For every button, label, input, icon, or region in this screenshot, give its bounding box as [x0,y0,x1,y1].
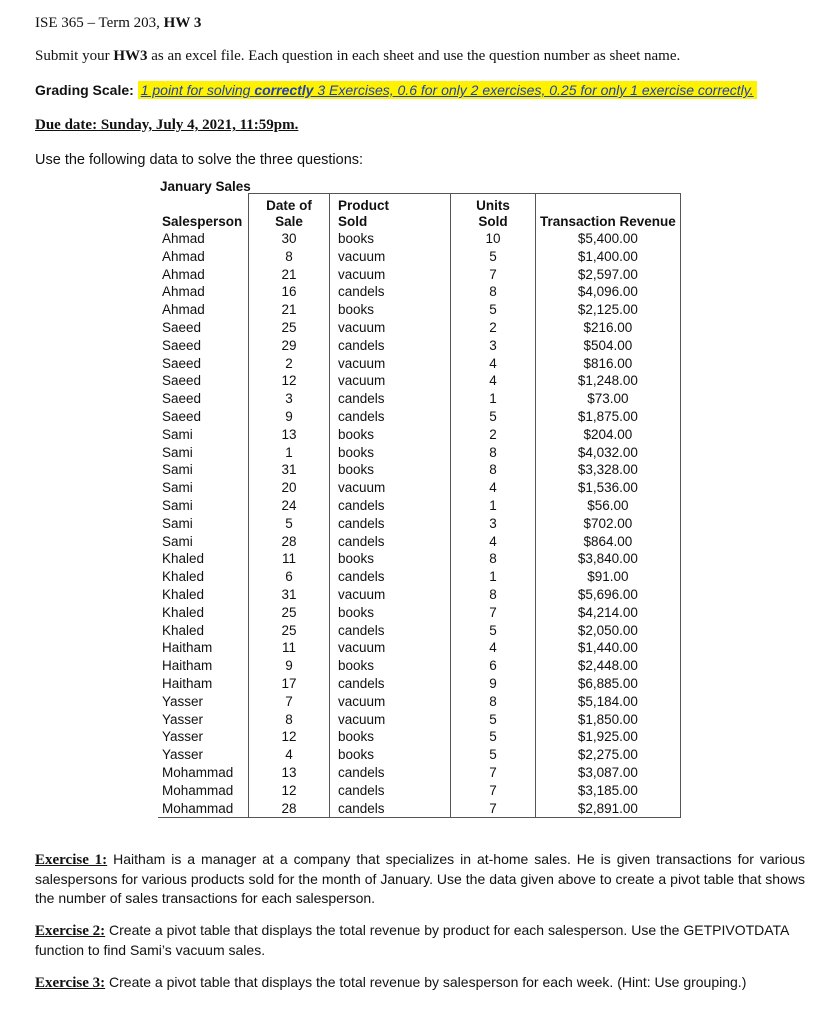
table-row [158,604,680,622]
col-product-line2: Sold [338,214,368,229]
cell-units: 4 [451,533,536,551]
cell-date: 25 [249,622,330,640]
cell-salesperson: Khaled [162,604,205,620]
cell-date: 25 [249,319,330,337]
cell-units: 1 [451,568,536,586]
table-row [158,319,680,337]
grading-part2: 3 Exercises, 0.6 for only 2 exercises, 0.25 for only 1 exercise correctly. [313,82,754,98]
cell-date: 24 [249,497,330,515]
table-row [158,372,680,390]
cell-date: 8 [249,248,330,266]
cell-product: vacuum [338,640,386,656]
cell-units: 4 [451,639,536,657]
cell-units: 8 [451,283,536,301]
table-header-row [158,194,680,231]
cell-date: 9 [249,657,330,675]
cell-revenue: $4,096.00 [536,283,681,301]
cell-units: 5 [451,728,536,746]
cell-salesperson: Yasser [162,747,204,763]
cell-salesperson: Ahmad [162,284,205,300]
cell-salesperson: Saeed [162,373,202,389]
cell-product: candels [338,408,385,424]
cell-units: 7 [451,266,536,284]
table-body [158,230,680,818]
document-header [35,15,201,32]
cell-revenue: $816.00 [536,355,681,373]
cell-units: 4 [451,372,536,390]
cell-date: 29 [249,337,330,355]
cell-revenue: $2,125.00 [536,301,681,319]
cell-units: 8 [451,693,536,711]
cell-product: books [338,462,375,478]
cell-revenue: $56.00 [536,497,681,515]
cell-units: 5 [451,301,536,319]
cell-revenue: $864.00 [536,533,681,551]
cell-date: 13 [249,426,330,444]
table-row [158,337,680,355]
cell-product: books [338,747,375,763]
cell-revenue: $5,400.00 [536,230,681,248]
exercise-2-text: Create a pivot table that displays the total revenue by product for each salesperson. Use the GETPIVOTDATA function to find Sami’s vacuum sales. [35,922,789,958]
grading-highlight [138,81,757,99]
cell-product: candels [338,782,385,798]
cell-units: 8 [451,586,536,604]
cell-units: 3 [451,337,536,355]
cell-revenue: $4,032.00 [536,444,681,462]
cell-salesperson: Mohammad [162,782,234,798]
cell-salesperson: Mohammad [162,764,234,780]
table-row [158,746,680,764]
cell-revenue: $3,185.00 [536,782,681,800]
cell-product: books [338,551,375,567]
table-row [158,639,680,657]
col-revenue: Transaction Revenue [536,194,681,231]
cell-salesperson: Sami [162,515,193,531]
cell-salesperson: Sami [162,480,193,496]
cell-product: candels [330,800,451,818]
cell-revenue: $73.00 [536,390,681,408]
cell-date: 21 [249,301,330,319]
cell-product: books [338,604,375,620]
cell-product: candels [338,391,385,407]
grading-scale [35,82,757,98]
submit-post: as an excel file. Each question in each sheet and use the question number as sheet name. [147,48,681,64]
cell-revenue: $1,875.00 [536,408,681,426]
cell-product: vacuum [338,248,386,264]
cell-revenue: $1,925.00 [536,728,681,746]
intro-text: Use the following data to solve the three questions: [35,152,364,168]
hw-label: HW 3 [163,15,202,31]
cell-salesperson: Khaled [162,622,205,638]
cell-date: 12 [249,728,330,746]
cell-date: 3 [249,390,330,408]
exercise-3-text: Create a pivot table that displays the total revenue by salesperson for each week. (Hint: Use grouping.) [105,974,747,990]
cell-product: candels [338,515,385,531]
cell-units: 3 [451,515,536,533]
cell-units: 8 [451,461,536,479]
exercise-1-text: Haitham is a manager at a company that specializes in at-home sales. He is given transactions for various salespersons for various products sold for the month of January. Use the data given above to create a pivot table that shows the number of sales transactions for each salesperson. [35,851,805,906]
cell-revenue: $1,536.00 [536,479,681,497]
cell-units: 5 [451,711,536,729]
cell-revenue: $1,400.00 [536,248,681,266]
table-row [158,444,680,462]
cell-salesperson: Haitham [162,658,213,674]
table-row [158,711,680,729]
table-row [158,390,680,408]
exercise-1-label: Exercise 1: [35,852,108,868]
table-row [158,266,680,284]
cell-product: candels [338,675,385,691]
cell-units: 4 [451,355,536,373]
table-row [158,426,680,444]
table-row [158,533,680,551]
exercise-3-label: Exercise 3: [35,975,106,991]
table-row [158,479,680,497]
cell-revenue: $5,696.00 [536,586,681,604]
cell-date: 11 [249,639,330,657]
table-row [158,764,680,782]
cell-revenue: $2,275.00 [536,746,681,764]
cell-units: 5 [451,408,536,426]
cell-date: 31 [249,461,330,479]
cell-salesperson: Ahmad [162,231,205,246]
col-product-line1: Product [338,198,390,213]
cell-units: 7 [451,782,536,800]
cell-date: 7 [249,693,330,711]
cell-date: 4 [249,746,330,764]
cell-product: vacuum [338,693,386,709]
cell-revenue: $2,597.00 [536,266,681,284]
due-date: Due date: Sunday, July 4, 2021, 11:59pm. [35,117,299,133]
cell-date: 28 [249,800,330,818]
cell-units: 5 [451,622,536,640]
cell-product: vacuum [338,586,386,602]
exercise-2 [35,921,805,960]
cell-units: 1 [451,390,536,408]
cell-units: 6 [451,657,536,675]
cell-units: 8 [451,444,536,462]
table-row [158,408,680,426]
cell-product: books [338,444,375,460]
table-row [158,657,680,675]
cell-salesperson: Sami [162,462,193,478]
cell-product: books [338,729,375,745]
cell-units: 5 [451,746,536,764]
cell-salesperson: Saeed [162,337,202,353]
cell-salesperson: Saeed [162,355,202,371]
cell-date: 31 [249,586,330,604]
cell-date: 13 [249,764,330,782]
cell-units: 7 [451,800,536,818]
cell-units: 2 [451,426,536,444]
cell-revenue: $6,885.00 [536,675,681,693]
cell-date: 2 [249,355,330,373]
table-row [158,782,680,800]
cell-date: 30 [249,230,330,248]
cell-product: candels [338,497,385,513]
cell-revenue: $4,214.00 [536,604,681,622]
cell-salesperson: Sami [162,444,193,460]
table-row [158,693,680,711]
cell-product: candels [338,533,385,549]
cell-date: 9 [249,408,330,426]
cell-salesperson: Ahmad [162,302,205,318]
cell-units: 7 [451,764,536,782]
cell-units: 9 [451,675,536,693]
cell-revenue: $2,050.00 [536,622,681,640]
cell-product: candels [338,622,385,638]
cell-revenue: $504.00 [536,337,681,355]
cell-salesperson: Sami [162,426,193,442]
cell-salesperson: Yasser [162,729,204,745]
cell-salesperson: Saeed [162,319,202,335]
january-sales-table [158,193,681,818]
course-term: ISE 365 – Term 203, [35,15,164,31]
exercise-1 [35,850,805,908]
table-row [158,800,680,818]
cell-revenue: $5,184.00 [536,693,681,711]
col-units [451,194,536,231]
submit-hw: HW3 [113,48,148,64]
cell-revenue: $2,891.00 [536,800,681,818]
col-date-line1: Date of [266,198,312,213]
cell-product: candels [338,764,385,780]
cell-salesperson: Saeed [162,391,202,407]
cell-revenue: $3,328.00 [536,461,681,479]
table-row [158,497,680,515]
cell-salesperson: Khaled [162,551,205,567]
cell-revenue: $3,840.00 [536,550,681,568]
cell-product: vacuum [338,373,386,389]
cell-product: vacuum [338,480,386,496]
table-row [158,550,680,568]
cell-date: 12 [249,782,330,800]
table-row [158,586,680,604]
table-row [158,283,680,301]
cell-product: candels [338,569,385,585]
cell-salesperson: Saeed [162,408,202,424]
cell-date: 11 [249,550,330,568]
cell-product: vacuum [338,266,386,282]
cell-product: books [338,231,375,246]
table-row [158,248,680,266]
table-row [158,675,680,693]
cell-salesperson: Yasser [162,711,204,727]
cell-product: books [338,302,375,318]
cell-product: books [338,426,375,442]
grading-bold: correctly [254,82,314,98]
cell-units: 7 [451,604,536,622]
col-salesperson: Salesperson [162,214,243,229]
table-row [158,301,680,319]
cell-date: 21 [249,266,330,284]
cell-date: 1 [249,444,330,462]
cell-date: 5 [249,515,330,533]
table-row [158,568,680,586]
cell-date: 16 [249,283,330,301]
table-row [158,622,680,640]
cell-units: 2 [451,319,536,337]
grading-label: Grading Scale: [35,82,134,98]
cell-product: books [338,658,375,674]
table-row [158,461,680,479]
cell-revenue: $3,087.00 [536,764,681,782]
cell-revenue: $91.00 [536,568,681,586]
submit-pre: Submit your [35,48,114,64]
cell-revenue: $2,448.00 [536,657,681,675]
cell-salesperson: Mohammad [158,800,249,818]
cell-units: 1 [451,497,536,515]
table-title: January Sales [160,179,251,194]
cell-salesperson: Khaled [162,569,205,585]
cell-product: vacuum [338,355,386,371]
cell-revenue: $204.00 [536,426,681,444]
table-row [158,515,680,533]
cell-date: 17 [249,675,330,693]
col-units-line2: Sold [478,214,508,229]
cell-salesperson: Sami [162,497,193,513]
col-units-line1: Units [476,198,510,213]
cell-product: candels [338,284,385,300]
table-row [158,230,680,248]
cell-units: 8 [451,550,536,568]
cell-date: 25 [249,604,330,622]
table-row [158,355,680,373]
cell-salesperson: Haitham [162,675,213,691]
cell-date: 28 [249,533,330,551]
col-date-line2: Sale [275,214,303,229]
cell-units: 10 [451,230,536,248]
exercise-2-label: Exercise 2: [35,923,106,939]
cell-date: 20 [249,479,330,497]
submit-instructions [35,48,680,65]
cell-salesperson: Sami [162,533,193,549]
exercise-3 [35,973,805,993]
cell-units: 4 [451,479,536,497]
cell-salesperson: Ahmad [162,248,205,264]
cell-date: 6 [249,568,330,586]
cell-revenue: $702.00 [536,515,681,533]
grading-part1: 1 point for solving [140,82,255,98]
cell-salesperson: Ahmad [162,266,205,282]
cell-revenue: $216.00 [536,319,681,337]
cell-date: 12 [249,372,330,390]
cell-units: 5 [451,248,536,266]
cell-revenue: $1,248.00 [536,372,681,390]
col-product [330,194,451,231]
cell-product: vacuum [338,711,386,727]
cell-product: candels [338,337,385,353]
cell-product: vacuum [338,319,386,335]
cell-revenue: $1,440.00 [536,639,681,657]
cell-date: 8 [249,711,330,729]
col-date [249,194,330,231]
cell-salesperson: Haitham [162,640,213,656]
cell-salesperson: Yasser [162,693,204,709]
table-row [158,728,680,746]
cell-revenue: $1,850.00 [536,711,681,729]
cell-salesperson: Khaled [162,586,205,602]
